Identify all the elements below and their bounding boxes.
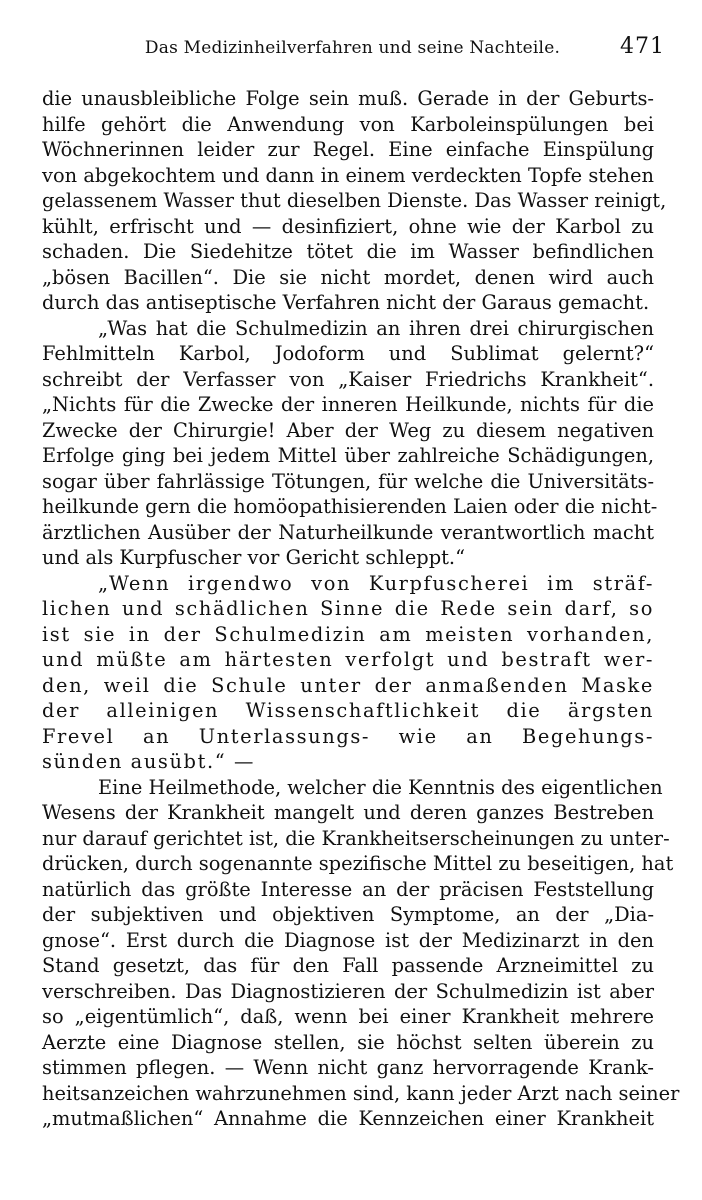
text-line: und als Kurpfuscher vor Gericht schleppt.“ [42, 546, 466, 569]
text-line: Stand gesetzt, das für den Fall passende Arzneimittel zu [42, 954, 654, 977]
body-text [42, 86, 680, 1132]
text-line: Frevel an Unterlassungs- wie an Begehungs- [42, 724, 654, 748]
text-line: Wöchnerinnen leider zur Regel. Eine einfache Einspülung [42, 138, 654, 161]
text-line: Aerzte eine Diagnose stellen, sie höchst selten überein zu [42, 1030, 654, 1054]
text-line: den, weil die Schule unter der anmaßenden Maske [42, 673, 654, 697]
text-line: „mutmaßlichen“ Annahme die Kennzeichen einer Krankheit [42, 1107, 654, 1130]
text-line: stimmen pflegen. — Wenn nicht ganz hervorragende Krank- [42, 1056, 654, 1079]
text-line: Erfolge ging bei jedem Mittel über zahlreiche Schädigungen, [42, 444, 654, 467]
text-line: gelassenem Wasser thut dieselben Dienste. Das Wasser reinigt, [42, 189, 667, 212]
text-line: sogar über fahrlässige Tötungen, für welche die Universitäts- [42, 469, 654, 493]
text-line: „Wenn irgendwo von Kurpfuscherei im sträf- [98, 571, 654, 595]
paragraph-2 [42, 316, 658, 571]
text-line: schaden. Die Siedehitze tötet die im Wasser befindlichen [42, 240, 654, 263]
text-line: ärztlichen Ausüber der Naturheilkunde verantwortlich macht [42, 520, 654, 544]
text-line: „bösen Bacillen“. Die sie nicht mordet, denen wird auch [42, 265, 654, 289]
text-line: kühlt, erfrischt und — desinfiziert, ohne wie der Karbol zu [42, 214, 654, 238]
text-line: von abgekochtem und dann in einem verdeckten Topfe stehen [42, 163, 654, 187]
text-line: heilkunde gern die homöopathisierenden Laien oder die nicht- [42, 495, 658, 518]
text-line: hilfe gehört die Anwendung von Karboleinspülungen bei [42, 112, 654, 136]
running-title: Das Medizinheilverfahren und seine Nachteile. [144, 38, 561, 58]
paragraph-1 [42, 86, 667, 316]
text-line: nur darauf gerichtet ist, die Krankheitserscheinungen zu unter- [42, 826, 670, 850]
text-line: ist sie in der Schulmedizin am meisten vorhanden, [42, 622, 654, 646]
text-line: durch das antiseptische Verfahren nicht der Garaus gemacht. [42, 291, 650, 314]
text-line: verschreiben. Das Diagnostizieren der Schulmedizin ist aber [42, 979, 654, 1003]
text-line: sünden ausübt.“ — [42, 750, 255, 773]
paragraph-3-emphasized [42, 571, 654, 775]
text-line: die unausbleibliche Folge sein muß. Gerade in der Geburts- [42, 87, 654, 110]
text-line: lichen und schädlichen Sinne die Rede sein darf, so [42, 597, 654, 620]
running-head [40, 34, 665, 64]
text-line: drücken, durch sogenannte spezifische Mittel zu beseitigen, hat [42, 852, 674, 875]
text-line: „Nichts für die Zwecke der inneren Heilkunde, nichts für die [42, 393, 654, 416]
text-line: Eine Heilmethode, welcher die Kenntnis des eigentlichen [98, 775, 663, 799]
text-line: „Was hat die Schulmedizin an ihren drei chirurgischen [98, 316, 654, 340]
text-line: heitsanzeichen wahrzunehmen sind, kann jeder Arzt nach seiner [42, 1081, 680, 1105]
text-line: Wesens der Krankheit mangelt und deren ganzes Bestreben [42, 801, 654, 824]
text-line: Fehlmitteln Karbol, Jodoform und Sublimat gelernt?“ [42, 342, 654, 365]
text-line: und müßte am härtesten verfolgt und bestraft wer- [42, 648, 654, 671]
text-line: gnose“. Erst durch die Diagnose ist der Medizinarzt in den [42, 928, 654, 952]
text-line: Zwecke der Chirurgie! Aber der Weg zu diesem negativen [42, 418, 654, 442]
paragraph-4 [42, 775, 680, 1132]
page-number: 471 [620, 34, 665, 59]
text-line: natürlich das größte Interesse an der präcisen Feststellung [42, 877, 654, 901]
text-line: der subjektiven und objektiven Symptome, an der „Dia- [42, 903, 654, 926]
text-line: so „eigentümlich“, daß, wenn bei einer Krankheit mehrere [42, 1005, 654, 1028]
text-line: schreibt der Verfasser von „Kaiser Friedrichs Krankheit“. [42, 367, 654, 391]
text-line: der alleinigen Wissenschaftlichkeit die ärgsten [42, 699, 654, 722]
